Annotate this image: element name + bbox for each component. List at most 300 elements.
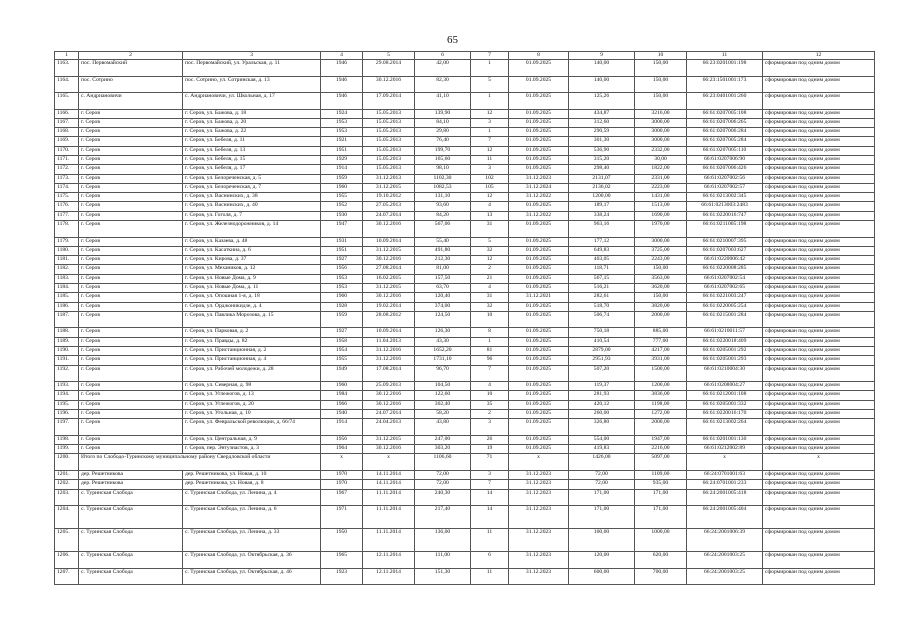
table-cell: 66:61:0220016:170 <box>687 410 763 419</box>
table-cell: 3000,00 <box>635 137 687 146</box>
table-cell: 1967 <box>321 489 363 506</box>
table-cell: 120,40 <box>415 293 471 302</box>
table-cell: 3725,00 <box>635 246 687 255</box>
table-cell: 81 <box>471 347 509 356</box>
table-cell: 1952 <box>321 202 363 211</box>
table-cell: с. Андриановичи, ул. Школьная, д. 17 <box>183 93 321 110</box>
table-cell: г. Серов <box>79 419 183 436</box>
table-cell: 935,00 <box>635 480 687 489</box>
table-cell: 1970 <box>321 480 363 489</box>
table-cell: сформирован под одним домом <box>763 137 875 146</box>
table-row <box>55 400 875 409</box>
table-cell: 19.02.2014 <box>363 302 415 311</box>
table-cell: г. Серов, ул. Северная, д. 98 <box>183 382 321 391</box>
table-cell: сформирован под одним домом <box>763 146 875 155</box>
table-cell: г. Серов <box>79 128 183 137</box>
column-number: 1 <box>55 52 79 60</box>
table-cell: 1178. <box>55 221 79 238</box>
table-cell: 2879,00 <box>569 347 635 356</box>
table-cell: 31.12.2015 <box>363 284 415 293</box>
table-cell: Итого по Слободо-Туринскому муниципальному району Свердловской области <box>79 454 321 471</box>
table-cell: 1956 <box>321 265 363 274</box>
table-cell: г. Серов, ул. Бебеля, д. 11 <box>183 137 321 146</box>
table-cell: г. Серов <box>79 274 183 283</box>
table-cell: 35 <box>471 400 509 409</box>
table-cell: 01.09.2025 <box>509 302 569 311</box>
table-cell: 96 <box>471 356 509 365</box>
table-cell: 120,00 <box>569 552 635 569</box>
table-cell: г. Серов, ул. Павлика Морозова, д. 15 <box>183 311 321 328</box>
table-cell: 139,90 <box>415 109 471 118</box>
table-cell: 1954 <box>321 347 363 356</box>
table-cell: 1182. <box>55 265 79 274</box>
table-cell: 4 <box>471 284 509 293</box>
table-cell: 281,93 <box>569 391 635 400</box>
table-cell: 66:61:0220008:285 <box>687 265 763 274</box>
table-cell: 1190. <box>55 347 79 356</box>
table-cell: 01.09.2025 <box>509 410 569 419</box>
table-cell: г. Серов, ул. Бебеля, д. 13 <box>183 146 321 155</box>
table-cell: 1188. <box>55 328 79 337</box>
table-cell: 66:61:0207006:265 <box>687 118 763 127</box>
table-cell: 32 <box>471 246 509 255</box>
table-cell: 66:61:0220006:42 <box>687 256 763 265</box>
table-cell: 649,83 <box>569 246 635 255</box>
table-cell: сформирован под одним домом <box>763 155 875 164</box>
table-cell: 1951 <box>321 146 363 155</box>
table-cell: 1195. <box>55 400 79 409</box>
table-cell: 3563,00 <box>635 274 687 283</box>
table-row <box>55 568 875 585</box>
table-cell: 21 <box>471 274 509 283</box>
table-cell: 620,00 <box>635 552 687 569</box>
table-cell: 66:24:0701001:233 <box>687 480 763 489</box>
table-cell: 66:61:0207002:57 <box>687 183 763 192</box>
table-cell: сформирован под одним домом <box>763 60 875 77</box>
table-cell: г. Серов <box>79 246 183 255</box>
table-row <box>55 109 875 118</box>
table-cell: 12 <box>471 146 509 155</box>
table-cell: г. Серов <box>79 382 183 391</box>
table-row <box>55 183 875 192</box>
table-cell: 1953 <box>321 284 363 293</box>
table-cell: 199,70 <box>415 146 471 155</box>
table-cell: 4 <box>471 382 509 391</box>
table-cell: 1196. <box>55 410 79 419</box>
table-cell: 31.12.2016 <box>363 356 415 365</box>
table-cell: 30,00 <box>635 155 687 164</box>
table-cell: г. Серов, ул. Белореченская, д. 5 <box>183 174 321 183</box>
table-cell: г. Серов <box>79 237 183 246</box>
table-cell: 1966 <box>321 400 363 409</box>
table-cell: г. Серов, ул. Опошная 1-я, д. 18 <box>183 293 321 302</box>
table-cell: 1102,30 <box>415 174 471 183</box>
column-number-row <box>55 52 875 60</box>
table-row <box>55 489 875 506</box>
table-cell: 1927 <box>321 328 363 337</box>
table-cell: 1198. <box>55 435 79 444</box>
table-cell: 2223,00 <box>635 183 687 192</box>
table-cell: 1959 <box>321 311 363 328</box>
table-cell: 1176. <box>55 202 79 211</box>
table-cell: сформирован под одним домом <box>763 365 875 382</box>
table-cell: пос. Сотрино <box>79 76 183 93</box>
table-cell: 1206. <box>55 552 79 569</box>
table-cell: г. Серов, ул. Пристанционная, д. 4 <box>183 356 321 365</box>
table-cell: 1173. <box>55 174 79 183</box>
table-cell: 1956 <box>321 435 363 444</box>
table-cell: г. Серов, ул. Новые Дома, д. 9 <box>183 274 321 283</box>
table-cell: 1201. <box>55 470 79 479</box>
table-cell: 12 <box>471 193 509 202</box>
table-cell: г. Серов <box>79 109 183 118</box>
table-cell: г. Серов <box>79 347 183 356</box>
column-number: 8 <box>509 52 569 60</box>
table-cell: 01.09.2025 <box>509 274 569 283</box>
table-cell: сформирован под одним домом <box>763 265 875 274</box>
table-cell: 3 <box>471 470 509 479</box>
table-cell: 1174. <box>55 183 79 192</box>
table-cell: с. Туринская Слобода, ул. Октябрьская, д. 36 <box>183 552 321 569</box>
table-cell: 66:61:0212001:108 <box>687 391 763 400</box>
table-cell: 24.07.2014 <box>363 211 415 220</box>
table-cell: г. Серов, ул. Угольная, д. 10 <box>183 410 321 419</box>
table-row <box>55 356 875 365</box>
table-cell: 01.09.2025 <box>509 445 569 454</box>
table-cell: 31.12.2022 <box>509 193 569 202</box>
page-number: 65 <box>447 34 458 46</box>
table-row <box>55 506 875 529</box>
table-cell: 01.09.2025 <box>509 202 569 211</box>
table-cell: 30.12.2016 <box>363 445 415 454</box>
table-cell: 1200,00 <box>635 382 687 391</box>
table-cell: г. Серов <box>79 302 183 311</box>
table-cell: 66:61:0207006:284 <box>687 128 763 137</box>
table-cell: 1953 <box>321 274 363 283</box>
table-cell: 30.12.2016 <box>363 256 415 265</box>
table-cell: 1970 <box>321 470 363 479</box>
table-cell: 01.09.2025 <box>509 76 569 93</box>
table-cell: 01.09.2025 <box>509 137 569 146</box>
table-cell: 1927 <box>321 256 363 265</box>
table-cell: 1960 <box>321 183 363 192</box>
table-cell: сформирован под одним домом <box>763 400 875 409</box>
table-cell: с. Туринская Слобода <box>79 552 183 569</box>
table-cell: сформирован под одним домом <box>763 337 875 346</box>
table-cell: 96,70 <box>415 365 471 382</box>
table-cell: 3931,00 <box>635 356 687 365</box>
table-cell: 63,70 <box>415 284 471 293</box>
table-cell: 1000,00 <box>635 529 687 552</box>
table-cell: г. Серов, ул. Железнодорожников, д. 14 <box>183 221 321 238</box>
table-cell: 1177. <box>55 211 79 220</box>
table-cell: 2 <box>471 410 509 419</box>
table-row <box>55 347 875 356</box>
table-cell: 24.07.2014 <box>363 410 415 419</box>
table-cell: 516,21 <box>569 284 635 293</box>
table-cell: 260,00 <box>569 410 635 419</box>
table-cell: г. Серов <box>79 256 183 265</box>
table-cell: 14.11.2014 <box>363 470 415 479</box>
table-cell: г. Серов, ул. Углежогов, д. 20 <box>183 400 321 409</box>
table-cell: г. Серов, ул. Бажова, д. 20 <box>183 118 321 127</box>
table-cell: 01.09.2025 <box>509 356 569 365</box>
table-cell: x <box>363 454 415 471</box>
table-cell: г. Серов, ул. Васнинских, д. 40 <box>183 202 321 211</box>
table-cell: 189,17 <box>569 202 635 211</box>
table-cell: 1169. <box>55 137 79 146</box>
table-cell: 1179. <box>55 237 79 246</box>
table-cell: 124,50 <box>415 311 471 328</box>
table-cell: 1194. <box>55 391 79 400</box>
table-row <box>55 470 875 479</box>
table-cell: 15.05.2013 <box>363 165 415 174</box>
table-cell: г. Серов <box>79 445 183 454</box>
table-row <box>55 237 875 246</box>
table-cell: 27.05.2013 <box>363 202 415 211</box>
table-cell: 4 <box>471 202 509 211</box>
table-row <box>55 293 875 302</box>
table-cell: 3 <box>471 118 509 127</box>
table-cell: 131,10 <box>415 193 471 202</box>
table-cell: 777,00 <box>635 337 687 346</box>
table-cell: 43,80 <box>415 419 471 436</box>
table-cell: 31.12.2016 <box>363 347 415 356</box>
table-cell: 1984 <box>321 391 363 400</box>
column-number: 9 <box>569 52 635 60</box>
table-cell: 1205. <box>55 529 79 552</box>
table-cell: сформирован под одним домом <box>763 293 875 302</box>
table-cell: 3000,00 <box>635 128 687 137</box>
property-table <box>54 51 875 585</box>
table-cell: 66:61:0220018:409 <box>687 337 763 346</box>
table-cell: 01.09.2025 <box>509 391 569 400</box>
column-number: 11 <box>687 52 763 60</box>
table-row <box>55 128 875 137</box>
table-cell: 7 <box>471 365 509 382</box>
table-cell: 66:61:0213002:264 <box>687 419 763 436</box>
table-cell: 72,00 <box>569 470 635 479</box>
table-cell: 3620,00 <box>635 284 687 293</box>
table-cell: 66:61:0207002:56 <box>687 174 763 183</box>
table-cell: 66:61:0213002:345 <box>687 193 763 202</box>
table-cell: 1193. <box>55 382 79 391</box>
table-cell: 26 <box>471 435 509 444</box>
table-cell: г. Серов <box>79 328 183 337</box>
table-cell: сформирован под одним домом <box>763 284 875 293</box>
table-cell: 434,87 <box>569 109 635 118</box>
table-cell: 13 <box>471 211 509 220</box>
table-cell: пос. Первомайский, ул. Уральская, д. 11 <box>183 60 321 77</box>
table-cell: 151,30 <box>415 568 471 585</box>
table-cell: 1955 <box>321 193 363 202</box>
table-cell: 750,18 <box>569 328 635 337</box>
table-cell: 29.08.2014 <box>363 60 415 77</box>
table-cell: 2136,02 <box>569 183 635 192</box>
table-cell: сформирован под одним домом <box>763 391 875 400</box>
table-cell: 31.12.2015 <box>363 435 415 444</box>
table-cell: 122,60 <box>415 391 471 400</box>
table-cell: 98,10 <box>415 165 471 174</box>
table-cell: г. Серов, ул. Кирова, д. 37 <box>183 256 321 265</box>
table-cell: 1921 <box>321 137 363 146</box>
table-row <box>55 337 875 346</box>
table-cell: 01.09.2025 <box>509 246 569 255</box>
table-cell: г. Серов, ул. Васнинских, д. 38 <box>183 193 321 202</box>
table-cell: 171,00 <box>635 506 687 529</box>
table-cell: 1929 <box>321 155 363 164</box>
table-cell: 1947 <box>321 221 363 238</box>
table-cell: 66:61:0213003:2483 <box>687 202 763 211</box>
table-row <box>55 265 875 274</box>
table-cell: г. Серов <box>79 211 183 220</box>
table-cell: 150,00 <box>635 293 687 302</box>
table-cell: г. Серов <box>79 146 183 155</box>
table-cell: 66:23:0201001:198 <box>687 60 763 77</box>
table-cell: 31.12.2015 <box>363 183 415 192</box>
table-cell: 31.12.2015 <box>363 246 415 255</box>
table-cell: 11 <box>471 155 509 164</box>
table-cell: 2243,00 <box>635 256 687 265</box>
table-cell: 1186. <box>55 302 79 311</box>
table-cell: 66:24:0701001:63 <box>687 470 763 479</box>
table-cell: 01.09.2025 <box>509 237 569 246</box>
table-cell: сформирован под одним домом <box>763 165 875 174</box>
table-cell: 507,20 <box>569 365 635 382</box>
table-cell: 01.09.2025 <box>509 347 569 356</box>
table-cell: 66:61:0215001:284 <box>687 311 763 328</box>
table-cell: 1924 <box>321 109 363 118</box>
table-cell: 1928 <box>321 302 363 311</box>
table-cell: 1199. <box>55 445 79 454</box>
table-cell: 1947,00 <box>635 435 687 444</box>
table-cell: 1 <box>471 128 509 137</box>
table-cell: 212,30 <box>415 256 471 265</box>
column-number: 7 <box>471 52 509 60</box>
table-cell: 1175. <box>55 193 79 202</box>
table-row <box>55 76 875 93</box>
table-cell: 302,40 <box>415 400 471 409</box>
table-cell: 1946 <box>321 60 363 77</box>
table-cell: 420,12 <box>569 400 635 409</box>
table-cell: 01.09.2025 <box>509 93 569 110</box>
table-cell: x <box>321 454 363 471</box>
column-number: 12 <box>763 52 875 60</box>
table-cell: 15.05.2013 <box>363 155 415 164</box>
table-cell: сформирован под одним домом <box>763 568 875 585</box>
table-cell: 3 <box>471 165 509 174</box>
table-cell: 1690,00 <box>635 211 687 220</box>
table-cell: г. Серов, ул. Орджоникидзе, д. 4 <box>183 302 321 311</box>
table-cell: 177,12 <box>569 237 635 246</box>
table-row <box>55 454 875 471</box>
table-cell: 66:61:0207005:110 <box>687 146 763 155</box>
table-cell: сформирован под одним домом <box>763 410 875 419</box>
table-cell: x <box>687 454 763 471</box>
table-cell: 01.09.2025 <box>509 109 569 118</box>
table-cell: 171,00 <box>635 489 687 506</box>
table-cell: 11.11.2014 <box>363 529 415 552</box>
table-cell: 600,00 <box>569 568 635 585</box>
table-cell: дер. Решетникова <box>79 470 183 479</box>
table-cell: 66:61:0207002:65 <box>687 284 763 293</box>
table-cell: 01.09.2025 <box>509 118 569 127</box>
table-cell: г. Серов <box>79 356 183 365</box>
table-cell: 1 <box>471 60 509 77</box>
table-cell: 1192. <box>55 365 79 382</box>
table-cell: 66:61:0205001:293 <box>687 356 763 365</box>
table-cell: г. Серов, ул. Новые Дома, д. 11 <box>183 284 321 293</box>
table-cell: 5 <box>471 76 509 93</box>
table-cell: г. Серов, ул. Бебеля, д. 15 <box>183 155 321 164</box>
table-cell: 1272,00 <box>635 410 687 419</box>
table-cell: 506,74 <box>569 311 635 328</box>
table-cell: 31.12.2023 <box>509 480 569 489</box>
table-cell: 105 <box>471 183 509 192</box>
table-cell: 1513,00 <box>635 202 687 211</box>
table-cell: 1953 <box>321 128 363 137</box>
table-cell: 518,70 <box>569 302 635 311</box>
table-cell: 700,00 <box>635 568 687 585</box>
table-row <box>55 202 875 211</box>
table-cell: г. Серов, ул. Касаткина, д. 6 <box>183 246 321 255</box>
table-cell: 11.11.2014 <box>363 489 415 506</box>
table-cell: 282,61 <box>569 293 635 302</box>
table-cell: г. Серов <box>79 311 183 328</box>
table-cell: сформирован под одним домом <box>763 445 875 454</box>
table-cell: 31.12.2023 <box>509 470 569 479</box>
table-cell: г. Серов <box>79 202 183 211</box>
table-row <box>55 328 875 337</box>
table-cell: 1185. <box>55 293 79 302</box>
table-cell: 66:61:0221003:247 <box>687 293 763 302</box>
table-cell: 66:61:0210011:57 <box>687 328 763 337</box>
table-cell: 1 <box>471 93 509 110</box>
table-cell: 963,16 <box>569 221 635 238</box>
table-row <box>55 137 875 146</box>
table-row <box>55 480 875 489</box>
table-cell: x <box>509 454 569 471</box>
table-cell: 17.09.2014 <box>363 93 415 110</box>
table-cell: 41,10 <box>415 93 471 110</box>
table-cell: 301,30 <box>569 137 635 146</box>
table-row <box>55 284 875 293</box>
table-cell: 1964 <box>321 445 363 454</box>
table-cell: 1822,00 <box>635 165 687 174</box>
column-number: 2 <box>79 52 183 60</box>
table-cell: 140,00 <box>569 60 635 77</box>
table-cell: 81,00 <box>415 265 471 274</box>
table-cell: 7 <box>471 480 509 489</box>
table-cell: 1191. <box>55 356 79 365</box>
table-cell: с. Туринская Слобода, ул. Ленина, д. 4 <box>183 489 321 506</box>
table-cell: г. Серов <box>79 137 183 146</box>
table-cell: г. Серов, ул. Февральской революции, д. 66/74 <box>183 419 321 436</box>
table-cell: 217,40 <box>415 506 471 529</box>
table-cell: 66:61:0207006:90 <box>687 155 763 164</box>
table-cell: 1163. <box>55 60 79 77</box>
table-cell: 31.12.2013 <box>363 174 415 183</box>
table-cell: 1203. <box>55 489 79 506</box>
table-row <box>55 311 875 328</box>
table-cell: 1959 <box>321 174 363 183</box>
table-cell: 15.05.2013 <box>363 128 415 137</box>
table-cell: сформирован под одним домом <box>763 419 875 436</box>
table-cell: 290,59 <box>569 128 635 137</box>
table-cell: 66:61:0201001:130 <box>687 435 763 444</box>
table-cell: 66:61:0207006:426 <box>687 165 763 174</box>
table-cell: 31 <box>471 293 509 302</box>
